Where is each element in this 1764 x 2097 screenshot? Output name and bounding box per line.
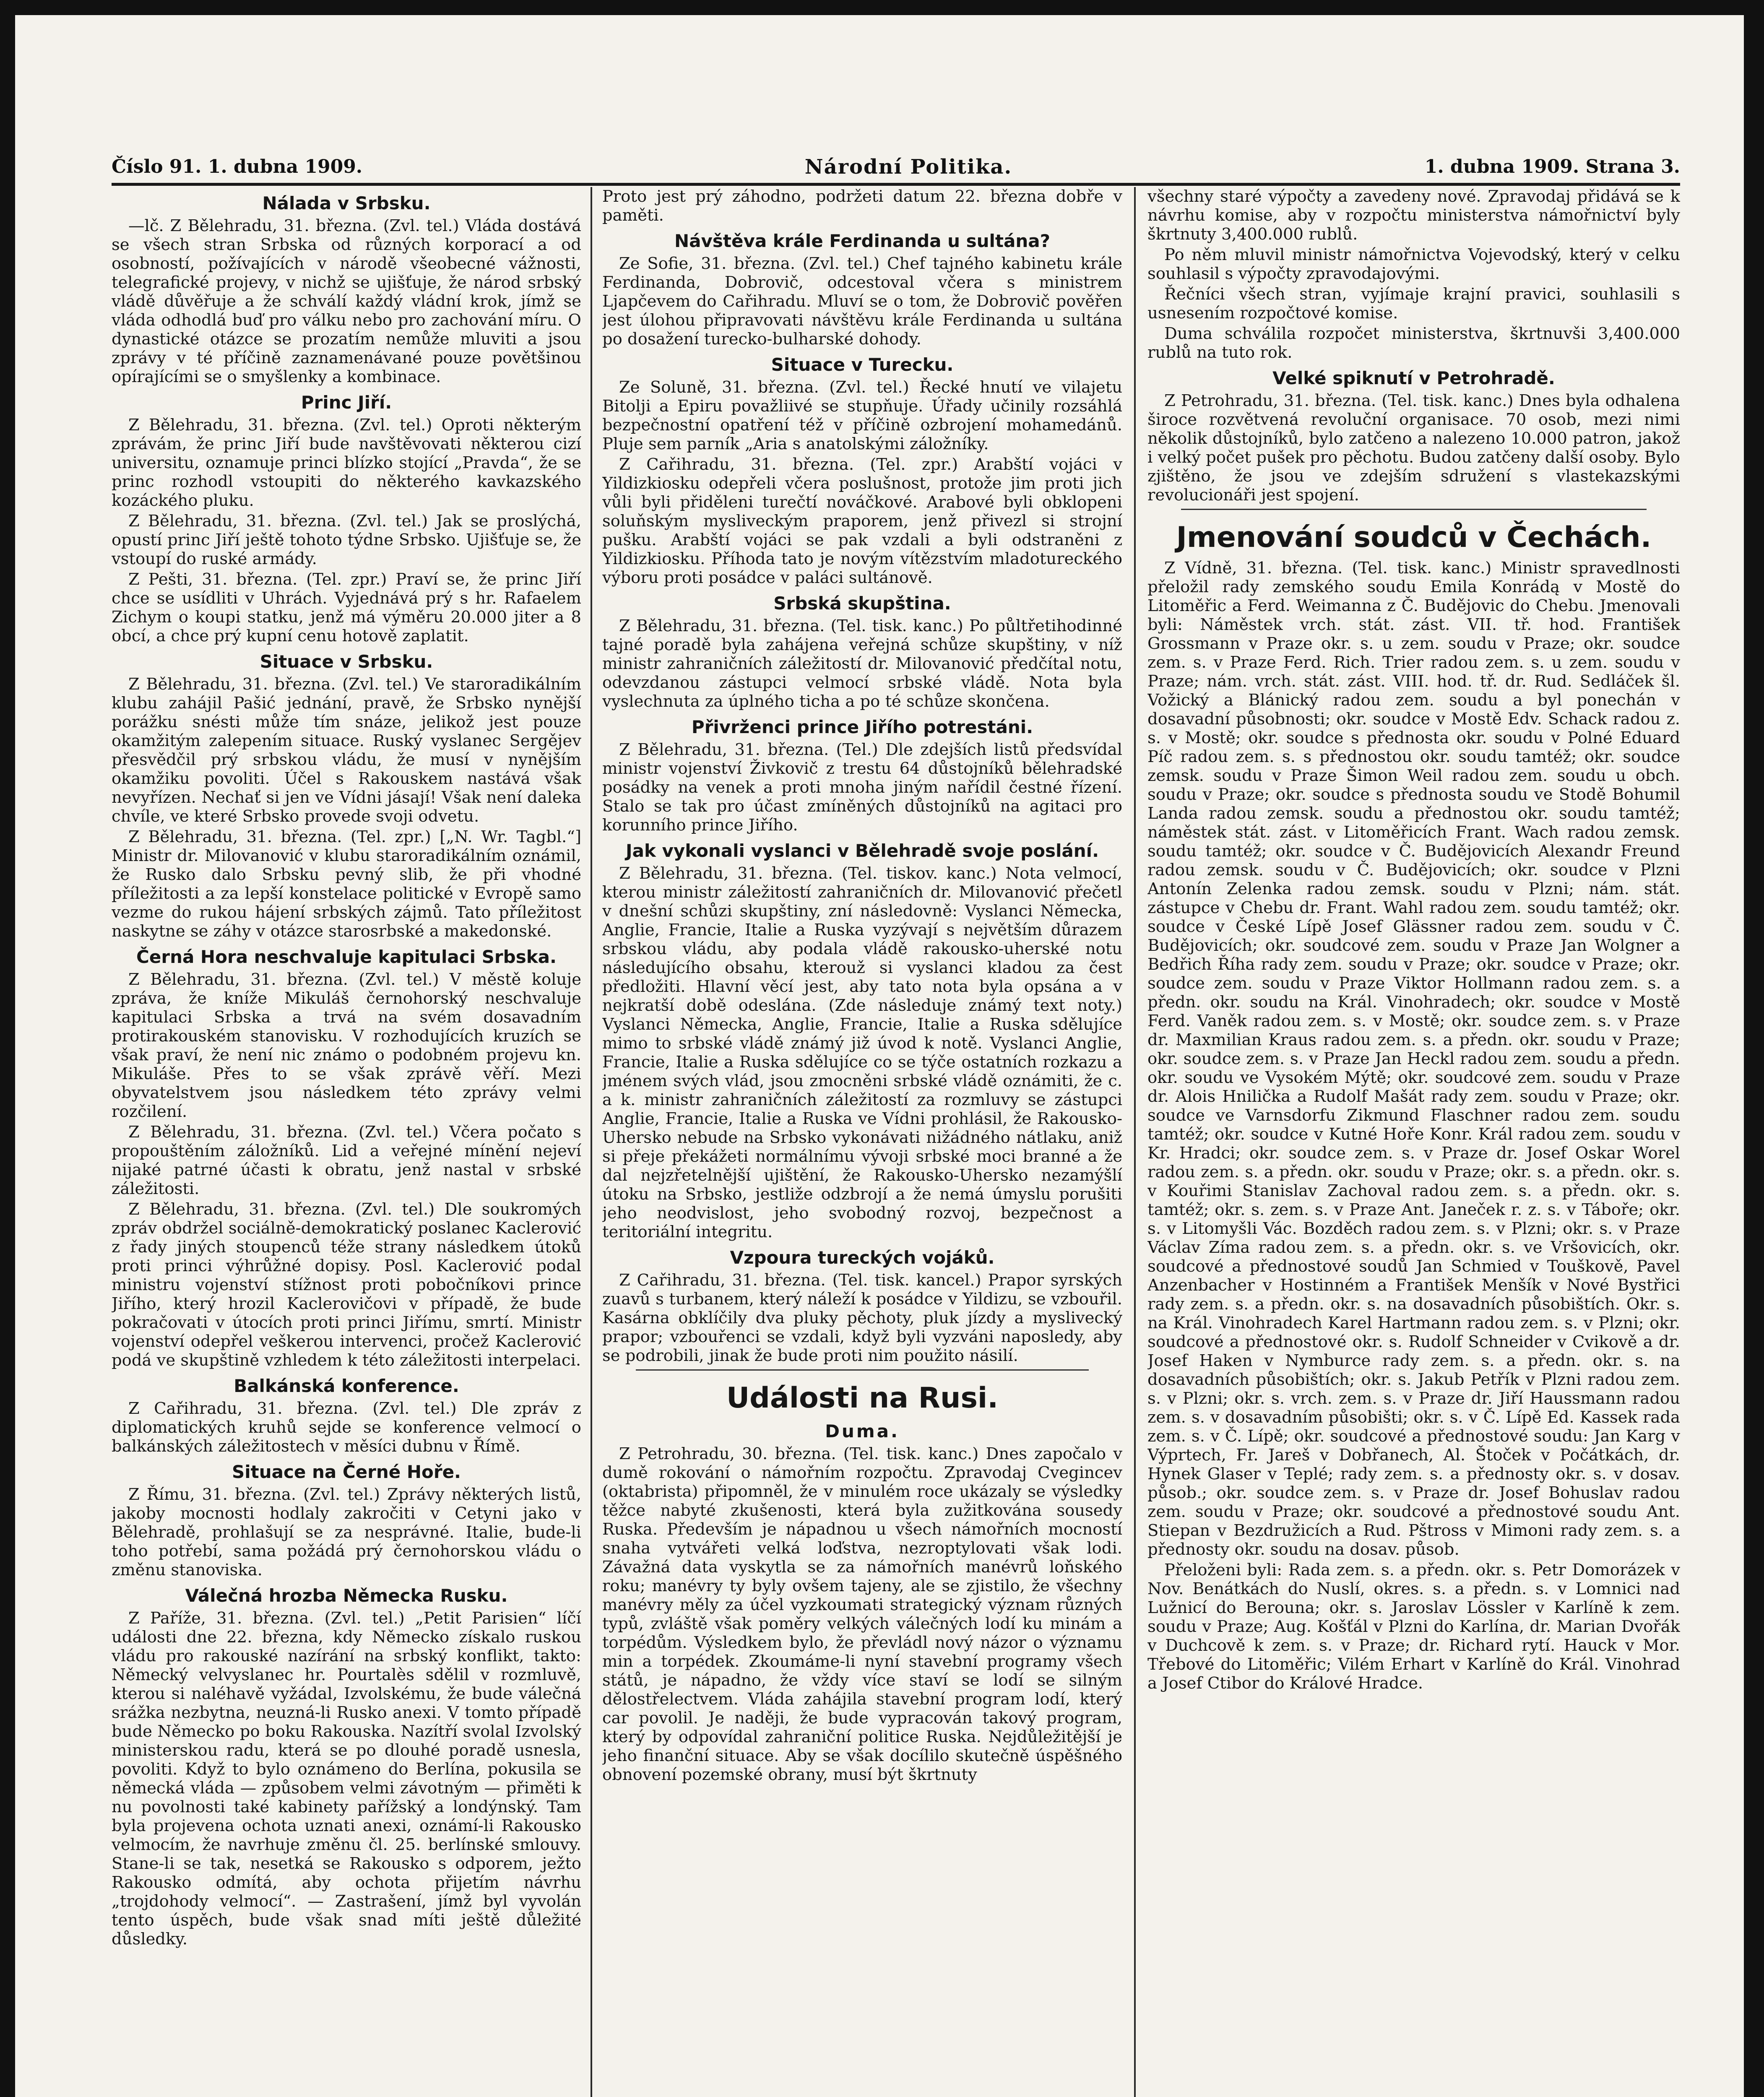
article-paragraph: Z Vídně, 31. března. (Tel. tisk. kanc.) Ministr spravedlnosti přeložil rady zemského soudu Emila Konrádą v Mostě do Litoměřic a Ferd. Weimanna z Č. Budějovic do Chebu. Jmenovali byli: Náměstek vrch. stát. zást. VII. tř. hod. František Grossmann v Praze okr. s. u zem. soudu v Praze; okr. soudce zem. s. v Praze Ferd. Rich. Trier radou zem. s. u zem. soudu v Praze; nám. vrch. stát. zást. VIII. hod. tř. dr. Rud. Sedláček šl. Vožický a Blánický radou zem. soudu a byl ponechán v dosavadní působnosti; okr. soudce v Mostě Edv. Schack radou z. s. v Mostě; okr. soudce s přednosta okr. soudu v Polné Eduard Píč radou zem. s. s přednostou okr. soudu tamtéž; okr. soudce zemsk. soudu v Praze Šimon Weil radou zem. soudu u obch. soudu v Praze; okr. soudce s přednosta soudu ve Stodě Bohumil Landa radou zemsk. soudu a přednostou okr. soudu tamtéž; náměstek stát. zást. v Litoměřicích Frant. Wach radou zemsk. soudu tamtéž; okr. soudce v Č. Budějovicích Alexandr Freund radou zemsk. soudu v Č. Budějovicích; okr. soudce v Plzni Antonín Zelenka radou zemsk. soudu v Plzni; nám. stát. zástupce v Chebu dr. Frant. Wahl radou zem. soudu tamtéž; okr. soudce v České Lípě Josef Glässner radou zem. soudu v Č. Budějovicích; okr. soudcové zem. soudu v Praze Jan Wolgner a Bedřich Říha rady zem. soudu v Praze; okr. soudce v Praze; okr. soudce zem. soudu v Praze Viktor Hollmann radou zem. s. a předn. okr. soudu na Král. Vinohradech; okr. soudce v Mostě Ferd. Vaněk radou zem. s. v Mostě; okr. soudce zem. s. v Praze dr. Maxmilian Kraus radou zem. s. a předn. okr. soudu v Praze; okr. soudce zem. s. v Praze Jan Heckl radou zem. soudu a předn. okr. soudu ve Vysokém Mýtě; okr. soudcové zem. soudu v Praze dr. Alois Hnilička a Rudolf Mašát rady zem. soudu v Praze; okr. soudce ve Varnsdorfu Zikmund Flaschner radou zem. soudu tamtéž; okr. soudce v Kutné Hoře Konr. Král radou zem. soudu v Kr. Hradci; okr. soudce zem. s. v Praze dr. Josef Oskar Worel radou zem. s. a předn. okr. soudu v Praze; okr. s. a předn. okr. s. v Kouřimi Stanislav Zachoval radou zem. s. a předn. okr. s. tamtéž; okr. s. zem. s. v Praze Ant. Janeček r. z. s. v Táboře; okr. s. v Litomyšli Vác. Bozděch radou zem. s. v Plzni; okr. s. v Praze Václav Zíma radou zem. s. a předn. okr. s. ve Vršovicích, okr. soudcové a přednostové soudů Jan Schmied v Touškově, Pavel Anzenbacher v Hostinném a František Menšík v Nové Bystřici rady zem. s. a předn. okr. s. na dosavadních působištích. Okr. s. na Král. Vinohradech Karel Hartmann radou zem. s. v Plzni; okr. soudcové a přednostové okr. s. Rudolf Schneider v Cvikově a dr. Josef Haken v Nymburce rady zem. s. a předn. okr. s. na dosavadních působištích; okr. s. Jakub Petřík v Plzni radou zem. s. v Plzni; okr. s. vrch. zem. s. v Praze dr. Jiří Haussmann radou zem. s. v dosavadním působišti; okr. s. v Č. Lípě Ed. Kassek rada zem. s. v Č. Lípě; okr. soudcové a přednostové soudu: Jan Karg v Výprtech, Fr. Jareš v Dobřanech, Al. Štoček v Počátkách, dr. Hynek Glaser v Teplé; rady zem. s. a přednosty okr. s. v dosav. působ.; okr. soudce zem. s. v Praze dr. Josef Bohuslav radou zem. soudu v Praze; okr. soudcové a přednostové soudu Ant. Stiepan v Bezdružicích a Rud. Pštross v Mimoni rady zem. s. a přednosty okr. soudu na dosav. působ. [1147, 559, 1680, 1559]
article-heading: Nálada v Srbsku. [262, 193, 431, 213]
article-paragraph: Z Bělehradu, 31. března. (Tel.) Dle zdejších listů předsvídal ministr vojenství Živkovič z trestu 64 důstojníků bělehradské posádky na venek a proti mnoha jiným nařídil čestné řízení. Stalo se tak pro účast zmíněných důstojníků na agitaci pro korunního prince Jiřího. [602, 740, 1122, 835]
article-heading: Duma. [825, 1421, 900, 1441]
article-paragraph: Z Petrohradu, 30. března. (Tel. tisk. kanc.) Dnes započalo v dumě rokování o námořním rozpočtu. Zpravodaj Cvegincev (oktabrista) připomněl, že v minulém roce ukázaly se výsledky těžce nabyté zkušenosti, která byla zužitkována sousedy Ruska. Především je nápadnou u všech námořních mocností snaha vytvářeti velká loďstva, nezroptylovati však lodi. Závažná data vyskytla se za námořních manévrů loňského roku; manévry ty byly ovšem tajeny, ale se zjistilo, že všechny manévry měly za účel vyzkoumati strategický význam různých typů, zvláště však poměry velkých válečných lodí ku minám a torpédům. Výsledkem bylo, že převládl nový názor o významu min a torpédek. Zkoumáme-li nyní stavební programy všech států, je nápadno, že vždy více staví se lodí se silným dělostřelectvem. Vláda zahájila stavební program lodí, který car povolil. Je naději, že bude vypracován takový program, který by odpovídal zahraniční politice Ruska. Nejdůležitější je jeho finanční situace. Aby se však docílilo skutečně úspěšného obnovení pozemské obrany, musí být škrtnuty [602, 1444, 1122, 1784]
article-paragraph: Z Cařihradu, 31. března. (Tel. zpr.) Arabští vojáci v Yildizkiosku odepřeli včera poslušnost, protože jim proti jich vůli byli přiděleni turečtí nováčkové. Arabové byli obklopeni soluňským mysliveckým praporem, jenž přivezl si strojní pušku. Arabští vojáci se pak vzdali a byli odstraněni z Yildizkiosku. Příhoda tato je novým vítězstvím mladotureckého výboru proti posádce v paláci sultánově. [602, 455, 1122, 587]
article-paragraph: Přeloženi byli: Rada zem. s. a předn. okr. s. Petr Domorázek v Nov. Benátkách do Nuslí, okres. s. a předn. s. v Lomnici nad Lužnicí do Berouna; okr. s. Jaroslav Lössler v Karlíně k zem. soudu v Praze; Aug. Košťál v Plzni do Karlína, dr. Marian Dvořák v Duchcově k zem. s. v Praze; dr. Richard rytí. Hauck v Mor. Třebové do Litoměřic; Vilém Erhart v Karlíně do Král. Vinohrad a Josef Ctibor do Králové Hradce. [1147, 1561, 1680, 1693]
page-date-number: 1. dubna 1909. Strana 3. [1424, 156, 1680, 177]
article-paragraph: Z Bělehradu, 31. března. (Tel. tiskov. kanc.) Nota velmocí, kterou ministr záležitostí zahraničních dr. Milovanović přečetl v dnešní schůzi skupštiny, zní následovně: Vyslanci Německa, Anglie, Francie, Italie a Ruska vyzývají s největším důrazem srbskou vládu, aby podala vládě rakousko-uherské notu následujícího obsahu, kterouž si vyslanci kladou za čest předložiti. Hlavní věcí jest, aby tato nota byla opsána a v nejkratší době odeslána. (Zde následuje známý text noty.) Vyslanci Německa, Anglie, Francie, Italie a Ruska sdělujíce mimo to srbské vládě známý již úvod k notě. Vyslanci Anglie, Francie, Italie a Ruska sdělujíce co se týče ostatních rozkazu a jménem svých vlád, jsou zmocněni srbské vládě oznámiti, že c. a k. ministr zahraničních záležitostí za rozmluvy se zástupci Anglie, Francie, Italie a Ruska ve Vídni prohlásil, že Rakousko-Uhersko nebude na Srbsko vykonávati nižádného nátlaku, aniž si přeje překážeti normálnímu vývoji srbské moci branné a že dal nejzřetelnější ujištění, že Rakousko-Uhersko nezamýšlí útoku na Srbsko, jestliže odzbrojí a že nemá úmyslu porušiti jeho neodvislost, jeho svobodný rozvoj, bezpečnost a teritoriální integritu. [602, 864, 1122, 1241]
article-paragraph: Z Pešti, 31. března. (Tel. zpr.) Praví se, že princ Jiří chce se usídliti v Uhrách. Vyjednává prý s hr. Rafaelem Zichym o koupi statku, jenž má výměru 20.000 jiter a 8 obcí, a chce prý kupní cenu hotově zaplatit. [112, 570, 581, 645]
column-divider [591, 187, 592, 2097]
article-paragraph: Z Římu, 31. března. (Zvl. tel.) Zprávy některých listů, jakoby mocnosti hodlaly zakročiti v Cetyni jako v Bělehradě, prohlašují se za nesprávné. Italie, bude-li toho potřebí, sama požádá prý černohorskou vládu o změnu stanoviska. [112, 1485, 581, 1579]
column-3 [1147, 187, 1680, 2097]
masthead [112, 154, 1680, 186]
article-heading: Princ Jiří. [301, 392, 392, 413]
section-separator [1181, 509, 1647, 510]
article-heading: Situace na Černé Hoře. [232, 1462, 461, 1482]
article-paragraph: Z Bělehradu, 31. března. (Tel. zpr.) [„N. Wr. Tagbl.“] Ministr dr. Milovanović v klubu staroradikálním oznámil, že Rusko dalo Srbsku pevný slib, že při vhodné příležitosti a za lepší konstelace politické v Evropě samo vezme do rukou hájení srbských zájmů. Tato příležitost naskytne se záhy v otázce starosrbské a makedonské. [112, 827, 581, 941]
article-paragraph: Z Bělehradu, 31. března. (Tel. tisk. kanc.) Po půltřetihodinné tajné poradě byla zahájena veřejná schůze skupštiny, v níž ministr zahraničních záležitostí dr. Milovanović předčítal notu, odevzdanou zástupci velmocí srbské vládě. Nota byla vyslechnuta za úplného ticha a po té schůze skončena. [602, 617, 1122, 711]
column-1 [112, 187, 581, 2097]
article-paragraph: Z Cařihradu, 31. března. (Tel. tisk. kancel.) Prapor syrských zuavů s turbanem, který náleží k posádce v Yildizu, se vzbouřil. Kasárna obklíčily dva pluky pěchoty, pluk jízdy a myslivecký prapor; vzbouřenci se vzdali, když byli vyzváni naposledy, aby se podrobili, jinak že bude proti nim použito násilí. [602, 1271, 1122, 1365]
article-heading: Situace v Srbsku. [260, 651, 433, 672]
article-heading: Černá Hora neschvaluje kapitulaci Srbska. [136, 947, 557, 967]
article-paragraph: Proto jest prý záhodno, podržeti datum 22. března dobře v paměti. [602, 187, 1122, 225]
article-paragraph: Ze Sofie, 31. března. (Zvl. tel.) Chef tajného kabinetu krále Ferdinanda, Dobrovič, odcestoval včera s ministrem Ljapčevem do Cařihradu. Mluví se o tom, že Dobrovič pověřen jest úlohou připravovati návštěvu krále Ferdinanda u sultána po dosažení turecko-bulharské dohody. [602, 254, 1122, 349]
article-paragraph: Z Bělehradu, 31. března. (Zvl. tel.) Včera počato s propouštěním záložníků. Lid a veřejné mínění nejeví nijaké patrné účasti k obratu, jenž nastal v srbské záležitosti. [112, 1123, 581, 1198]
article-paragraph: Z Petrohradu, 31. března. (Tel. tisk. kanc.) Dnes byla odhalena široce rozvětvená revoluční organisace. 70 osob, mezi nimi několik důstojníků, bylo zatčeno a nalezeno 10.000 patron, jakož i velký počet pušek pro pěchotu. Budou zatčeny další osoby. Bylo zjištěno, že jsou ve zdejším sdružení s vlastekazskými revolucionáři jest spojení. [1147, 391, 1680, 505]
article-paragraph: Z Bělehradu, 31. března. (Zvl. tel.) V městě koluje zpráva, že kníže Mikuláš černohorský neschvaluje kapitulaci Srbska a trvá na svém dosavadním protirakouském stanovisku. V rozhodujících kruzích se však praví, že není nic známo o podobném projevu kn. Mikuláše. Přes to se však zprávě věří. Mezi obyvatelstvem jsou následkem této zprávy velmi rozčilení. [112, 970, 581, 1121]
article-heading: Vzpoura tureckých vojáků. [730, 1247, 995, 1268]
issue-number-date: Číslo 91. 1. dubna 1909. [112, 156, 363, 177]
article-paragraph: Duma schválila rozpočet ministerstva, škrtnuvši 3,400.000 rublů na tuto rok. [1147, 324, 1680, 362]
article-paragraph: —lč. Z Bělehradu, 31. března. (Zvl. tel.) Vláda dostává se všech stran Srbska od různých korporací a od osobností, požívajících v národě všeobecné vážnosti, telegrafické projevy, v nichž se ujišťuje, že národ srbský vládě důvěřuje a že schválí každý vládní krok, jímž se vláda odhodlá buď pro válku nebo pro zachování míru. O dynastické otázce se prozatím nemůže mluviti a jsou zprávy v té příčině zaznamenávané pouze povětšinou opírajícími se o smyšlenky a kombinace. [112, 216, 581, 386]
article-heading: Velké spiknutí v Petrohradě. [1272, 368, 1555, 388]
newspaper-title: Národní Politika. [804, 155, 1012, 179]
column-2 [602, 187, 1122, 2097]
article-paragraph: Z Bělehradu, 31. března. (Zvl. tel.) Dle soukromých zpráv obdržel sociálně-demokratický poslanec Kaclerović z řady jiných stoupenců téže strany následkem útoků proti princi výhrůžné dopisy. Posl. Kaclerović podal ministru vojenství stížnost proti pobočníkovi prince Jiřího, který hrozil Kaclerovičovi v případě, že bude pokračovati v útocích proti princi Jiřímu, smrtí. Ministr vojenství odepřel veškerou intervenci, pročež Kaclerović podá ve skupštině vzhledem k této záležitosti interpelaci. [112, 1200, 581, 1370]
column-divider [1134, 187, 1136, 2097]
article-paragraph: všechny staré výpočty a zavedeny nové. Zpravodaj přidává se k návrhu komise, aby v rozpočtu ministerstva námořnictví byly škrtnuty 3,400.000 rublů. [1147, 187, 1680, 244]
article-paragraph: Ze Soluně, 31. března. (Zvl. tel.) Řecké hnutí ve vilajetu Bitolji a Epiru považliivé se stupňuje. Úřady učinily rozsáhlá bezpečnostní opatření též v příčině ozbrojení mohamedánů. Pluje sem parník „Aria s anatolskými záložníky. [602, 378, 1122, 453]
article-heading: Jak vykonali vyslanci v Bělehradě svoje poslání. [625, 840, 1099, 861]
article-paragraph: Z Bělehradu, 31. března. (Zvl. tel.) Ve staroradikálním klubu zahájil Pašić jednání, pravě, že Srbsko nynější porážku snésti může tím snáze, jelikož jest pouze okamžitým zalepením situace. Ruský vyslanec Sergějev přesvědčil prý srbskou vládu, že musí v nynějším okamžiku povoliti. Účel s Rakouskem nastává však nevyřízen. Nechať si jen ve Vídni jásají! Však není daleka chvíle, ve které Srbsko provede svoji odvetu. [112, 675, 581, 826]
article-paragraph: Řečníci všech stran, vyjímaje krajní pravici, souhlasili s usnesením rozpočtové komise. [1147, 285, 1680, 323]
section-heading: Jmenování soudců v Čechách. [1176, 521, 1652, 554]
article-heading: Návštěva krále Ferdinanda u sultána? [674, 231, 1050, 251]
article-heading: Balkánská konference. [234, 1376, 459, 1396]
section-heading: Události na Rusi. [726, 1382, 999, 1415]
article-paragraph: Po něm mluvil ministr námořnictva Vojevodský, který v celku souhlasil s výpočty zpravodajovými. [1147, 245, 1680, 283]
article-paragraph: Z Bělehradu, 31. března. (Zvl. tel.) Oproti některým zprávám, že princ Jiří bude navštěvovati některou cizí universitu, oznamuje princi blízko stojící „Pravda“, že se princ rozhodl vstoupiti do některého kavkazského kozáckého pluku. [112, 416, 581, 510]
article-heading: Přivrženci prince Jiřího potrestáni. [691, 717, 1033, 737]
newspaper-page [15, 15, 1744, 2097]
section-separator [636, 1369, 1089, 1371]
article-paragraph: Z Bělehradu, 31. března. (Zvl. tel.) Jak se proslýchá, opustí princ Jiří ještě tohoto týdne Srbsko. Ujišťuje se, že vstoupí do ruské armády. [112, 512, 581, 568]
article-heading: Situace v Turecku. [771, 354, 954, 375]
article-heading: Srbská skupština. [773, 593, 951, 614]
article-paragraph: Z Paříže, 31. března. (Zvl. tel.) „Petit Parisien“ líčí události dne 22. března, kdy Německo získalo ruskou vládu pro rakouské nazírání na srbský konflikt, takto: Německý velvyslanec hr. Pourtalès sdělil v rozmluvě, kterou si naléhavě vyžádal, Izvolskému, že bude válečná srážka nezbytna, neuzná-li Rusko anexi. V tomto případě bude Německo po boku Rakouska. Nazítří svolal Izvolský ministerskou radu, která se po dlouhé poradě usnesla, povoliti. Když to bylo oznámeno do Berlína, pokusila se německá vláda — způsobem velmi závotným — přiměti k nu povolnosti také kabinety pařížský a londýnský. Tam byla projevena ochota uznati anexi, oznámí-li Rakousko velmocím, že navrhuje změnu čl. 25. berlínské smlouvy. Stane-li se tak, nesetká se Rakousko s odporem, ježto Rakousko odmítá, aby ochota přijetím návrhu „trojdohody velmocí“. — Zastrašení, jímž byl vyvolán tento úspěch, bude však snad míti ještě důležité důsledky. [112, 1609, 581, 1949]
article-paragraph: Z Cařihradu, 31. března. (Zvl. tel.) Dle zpráv z diplomatických kruhů sejde se konference velmocí o balkánských záležitostech v měsíci dubnu v Římě. [112, 1399, 581, 1456]
article-heading: Válečná hrozba Německa Rusku. [185, 1585, 508, 1606]
